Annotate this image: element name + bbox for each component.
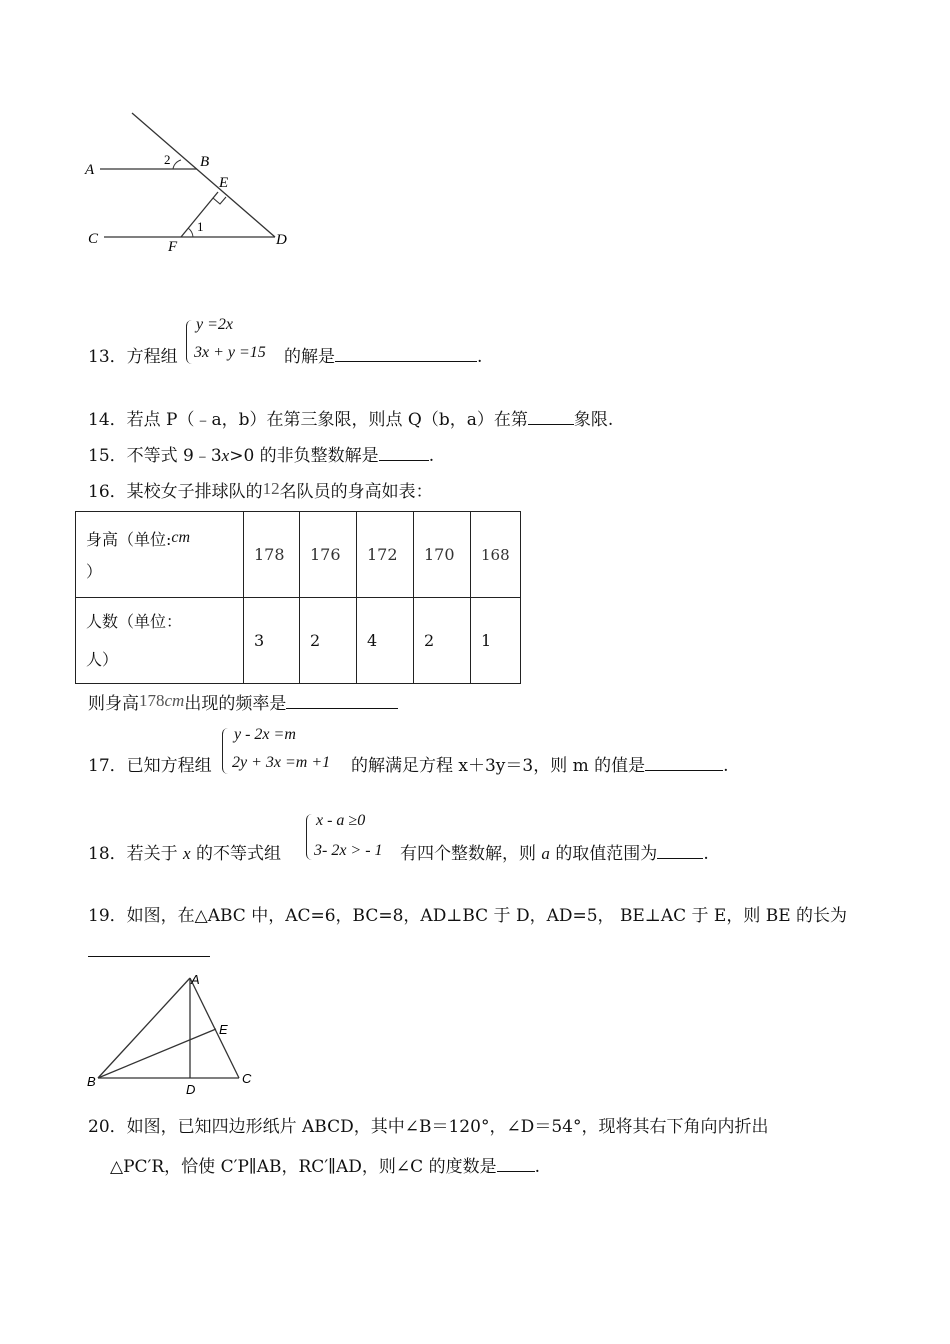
fig1-label-B: B	[200, 154, 210, 170]
table-height-cell: 172	[357, 512, 414, 598]
q17-brace	[222, 728, 231, 774]
fig2-label-B: B	[87, 1074, 96, 1089]
table-count-cell: 1	[471, 598, 521, 684]
question-14: 14．若点 P（﹣a，b）在第三象限，则点 Q（b，a）在第 象限.	[88, 410, 614, 430]
q18-eq2: 3- 2x > - 1	[314, 842, 383, 859]
q13-eq2: 3x + y =15	[194, 344, 266, 361]
table-count-cell: 2	[300, 598, 357, 684]
question-18	[88, 812, 768, 862]
height-table	[75, 511, 521, 684]
fig2-label-C: C	[242, 1071, 252, 1086]
fig1-label-2: 2	[164, 152, 171, 167]
q18-eq1: x - a ≥0	[316, 812, 366, 829]
fig1-label-1: 1	[197, 219, 204, 234]
question-13	[88, 318, 508, 368]
question-20-line1: 20．如图，已知四边形纸片 ABCD，其中∠B＝120°，∠D＝54°，现将其右下角向内折出	[88, 1117, 769, 1137]
table-height-cell: 170	[414, 512, 471, 598]
q13-tail: 的解是 .	[284, 347, 483, 367]
q17-eq2: 2y + 3x =m +1	[232, 754, 331, 771]
q17-number: 17．已知方程组	[88, 756, 212, 776]
table-count-cell: 2	[414, 598, 471, 684]
question-19: 19．如图，在△ABC 中，AC=6，BC=8，AD⊥BC 于 D，AD=5， BE⊥AC 于 E，则 BE 的长为	[88, 906, 848, 926]
question-15: 15．不等式 9﹣3x>0 的非负整数解是 .	[88, 446, 435, 466]
figure-parallel-lines	[80, 108, 310, 258]
fig1-label-C: C	[88, 231, 99, 247]
figure-triangle-abc	[82, 970, 262, 1095]
q18-prefix: 18．若关于 x 的不等式组	[88, 844, 281, 864]
fig1-label-F: F	[168, 239, 178, 255]
q13-eq1: y =2x	[196, 316, 233, 333]
fig1-label-D: D	[276, 232, 287, 248]
table-count-cell: 3	[244, 598, 300, 684]
q18-tail: 有四个整数解，则 a 的取值范围为 .	[400, 844, 709, 864]
fig1-label-E: E	[219, 175, 229, 191]
question-16-after: 则身高178cm出现的频率是	[88, 689, 398, 714]
table-count-cell: 4	[357, 598, 414, 684]
q17-eq1: y - 2x =m	[234, 726, 296, 743]
table-head-height: 身高（单位:cm ）	[76, 512, 244, 598]
q17-tail: 的解满足方程 x＋3y＝3，则 m 的值是 .	[351, 756, 729, 776]
table-height-cell: 168	[471, 512, 521, 598]
fig2-label-A: A	[191, 972, 200, 987]
fig2-label-E: E	[219, 1022, 228, 1037]
question-20-line2: △PC′R，恰使 C′P∥AB，RC′∥AD，则∠C 的度数是 .	[110, 1157, 540, 1177]
fig2-label-D: D	[186, 1082, 196, 1095]
table-height-cell: 176	[300, 512, 357, 598]
question-16: 16．某校女子排球队的12名队员的身高如表：	[88, 479, 433, 502]
q13-number: 13．方程组	[88, 347, 178, 367]
q19-answer-blank	[88, 956, 210, 957]
table-height-cell: 178	[244, 512, 300, 598]
fig1-label-A: A	[85, 162, 95, 178]
question-17	[88, 726, 768, 776]
table-head-count: 人数（单位： 人）	[76, 598, 244, 684]
